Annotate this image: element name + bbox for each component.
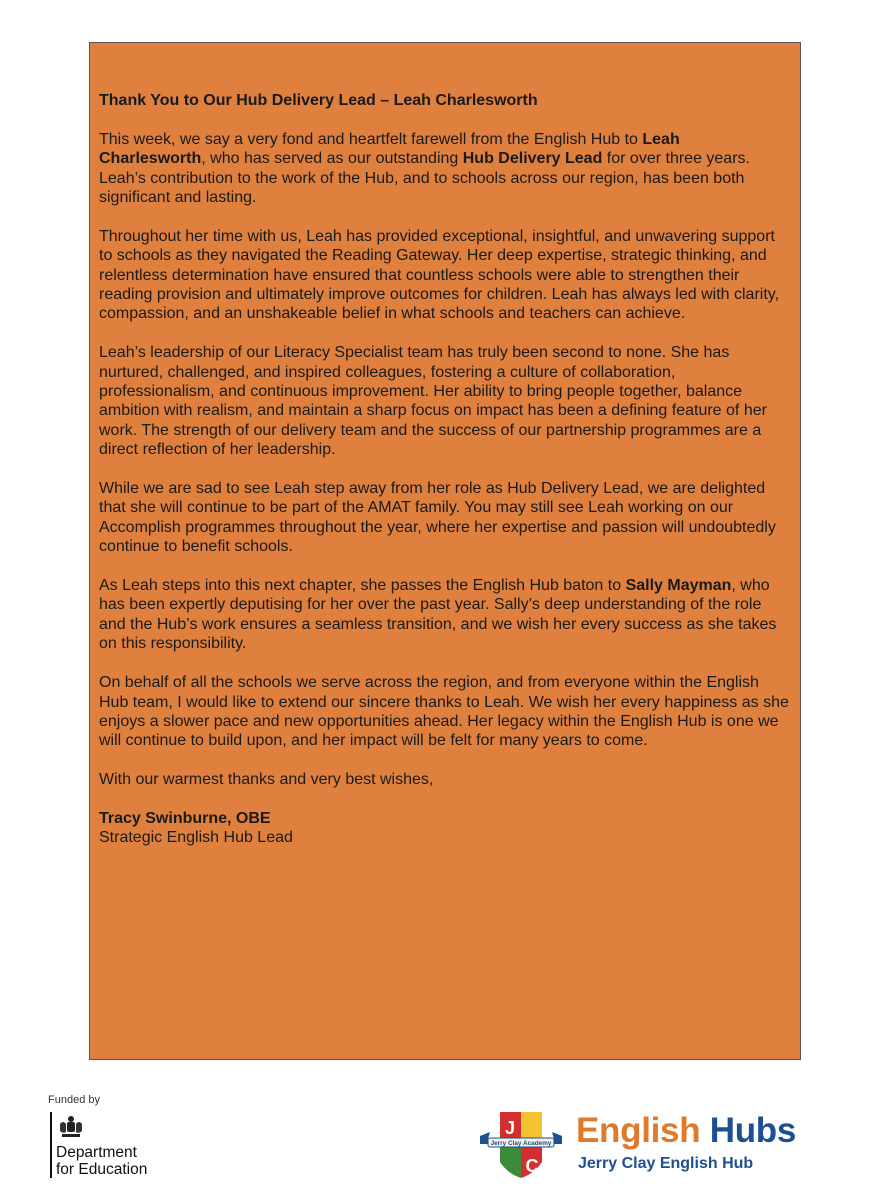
letter-paragraph-amat: While we are sad to see Leah step away from her role as Hub Delivery Lead, we are delighted that she will continue to be part of the AMAT family. You may still see Leah working on our Accomplish programmes throughout the year, where her expertise and passion will undoubtedly continue to benefit schools. xyxy=(99,480,776,556)
letter-paragraph-support: Throughout her time with us, Leah has provided exceptional, insightful, and unwavering support to schools as they navigated the Reading Gateway. Her deep expertise, strategic thinking, and relentless determination have ensured that countless schools were able to strengthen their reading provision and ultimately improve outcomes for children. Leah has always led with clarity, compassion, and an unshakeable belief in what schools and teachers can achieve. xyxy=(99,227,780,323)
logo-academy-text: Jerry Clay Academy xyxy=(490,1140,552,1147)
handover-text-1: As Leah steps into this next chapter, she passes the English Hub baton to xyxy=(99,577,626,595)
wordmark-hubs: Hubs xyxy=(700,1111,797,1150)
royal-crest-icon xyxy=(56,1114,86,1140)
intro-text-3: for over three years. Leah’s contribution to the work of the Hub, and to schools across our region, has been both significant and lasting. xyxy=(99,150,750,207)
signature-name: Tracy Swinburne, OBE xyxy=(99,809,271,827)
jerry-clay-academy-shield-icon xyxy=(478,1106,564,1182)
dfe-logo xyxy=(46,1094,206,1184)
handover-text-2: , who has been expertly deputising for her over the past year. Sally’s deep understanding of the role and the Hub’s work ensures a seamless transition, and we wish her every success as she takes on this responsibility. xyxy=(99,577,777,653)
dfe-vertical-rule xyxy=(50,1112,52,1178)
intro-text-2: , who has served as our outstanding xyxy=(201,150,463,168)
signature-role: Strategic English Hub Lead xyxy=(99,829,293,847)
intro-name-leah: Leah Charlesworth xyxy=(99,130,680,168)
dfe-name xyxy=(56,1144,147,1178)
funded-by-label: Funded by xyxy=(48,1094,100,1106)
logo-letter-c: C xyxy=(525,1156,539,1176)
english-hubs-wordmark xyxy=(576,1111,796,1151)
dfe-line-1: Department xyxy=(56,1144,137,1161)
letter-paragraph-handover xyxy=(99,576,790,654)
letter-panel xyxy=(89,42,801,1060)
letter-closing: With our warmest thanks and very best wishes, xyxy=(99,771,434,789)
dfe-line-2: for Education xyxy=(56,1161,148,1178)
letter-paragraph-intro xyxy=(99,130,790,208)
letter-paragraph-leadership: Leah’s leadership of our Literacy Specialist team has truly been second to none. She has nurtured, challenged, and inspired colleagues, fostering a culture of collaboration, professionalism, and continuous improvement. Her ability to bring people together, balance ambition with realism, and maintain a sharp focus on impact has been a defining feature of her work. The strength of our delivery team and the success of our partnership programmes are a direct reflection of her leadership. xyxy=(99,344,767,459)
wordmark-english: English xyxy=(576,1111,701,1150)
intro-text-1: This week, we say a very fond and heartfelt farewell from the English Hub to xyxy=(99,130,643,148)
logo-letter-j: J xyxy=(504,1118,516,1138)
letter-paragraph-thanks: On behalf of all the schools we serve across the region, and from everyone within the English Hub team, I would like to extend our sincere thanks to Leah. We wish her every happiness as she enjoys a slower pace and new opportunities ahead. Her legacy within the English Hub is one we will continue to build upon, and her impact will be felt for many years to come. xyxy=(99,674,789,750)
letter-signature xyxy=(99,809,790,848)
intro-role: Hub Delivery Lead xyxy=(462,150,603,168)
handover-name-sally: Sally Mayman xyxy=(625,577,732,595)
hub-subtitle: Jerry Clay English Hub xyxy=(578,1155,754,1172)
letter-title: Thank You to Our Hub Delivery Lead – Leah Charlesworth xyxy=(99,92,538,109)
